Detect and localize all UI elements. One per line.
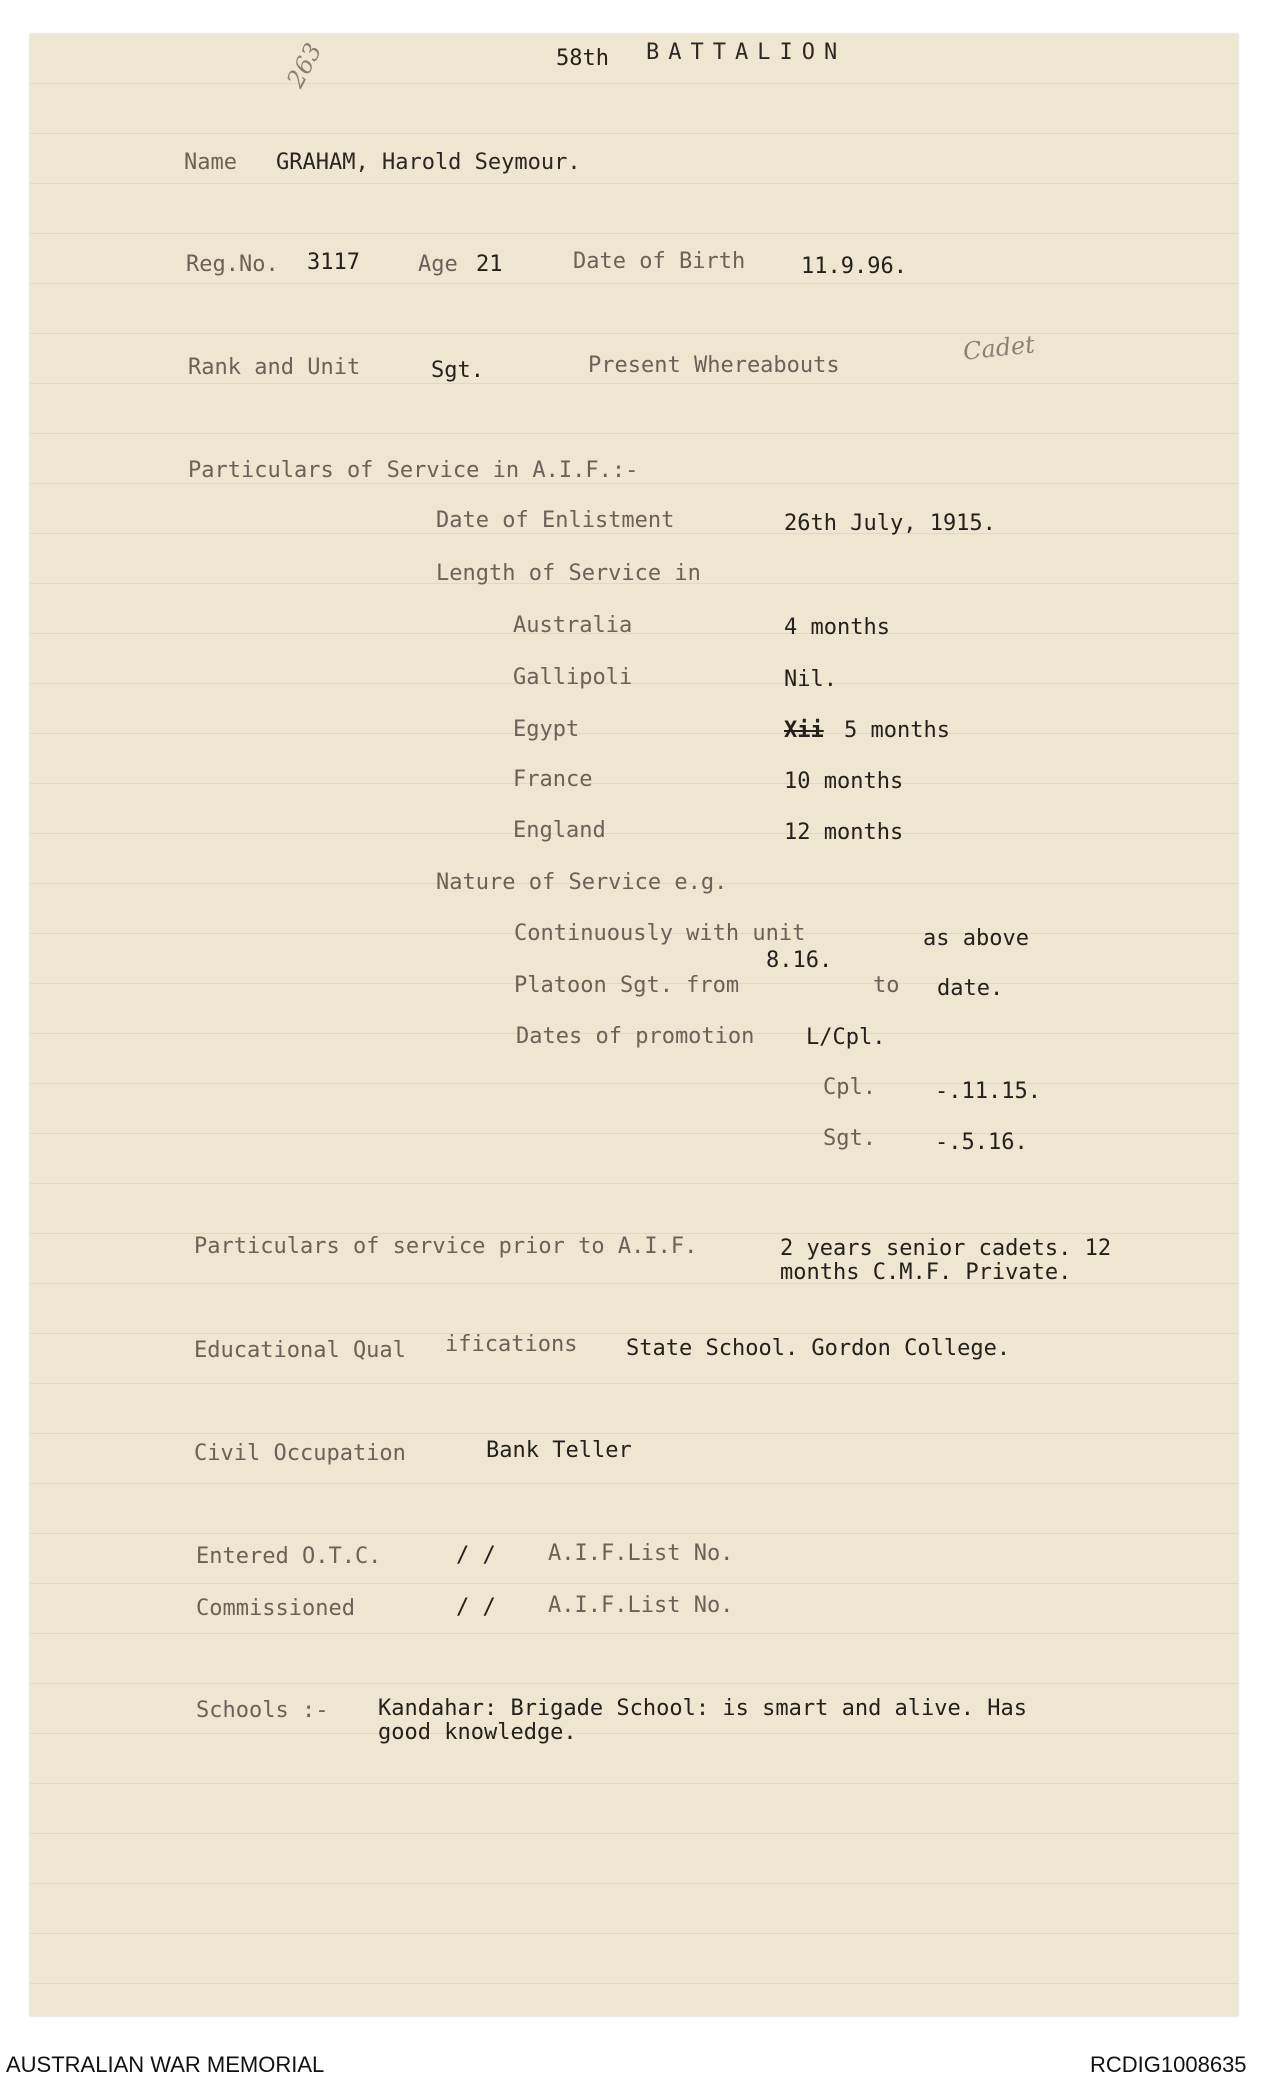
promotion-rank: L/Cpl. — [806, 1025, 886, 1050]
continuously-value: as above — [923, 926, 1029, 951]
reg-label: Reg.No. — [186, 252, 279, 277]
country-label: Gallipoli — [513, 665, 633, 690]
civil-occupation-label: Civil Occupation — [194, 1441, 406, 1466]
country-value: Nil. — [784, 667, 837, 692]
battalion-number: 58th — [556, 46, 609, 71]
platoon-to-date: date. — [937, 976, 1004, 1001]
rank-label: Rank and Unit — [188, 355, 361, 380]
schools-label: Schools :- — [196, 1698, 329, 1723]
platoon-label: Platoon Sgt. from — [514, 973, 740, 998]
civil-occupation-value: Bank Teller — [486, 1438, 632, 1463]
service-heading: Particulars of Service in A.I.F.:- — [188, 458, 639, 483]
promotion-rank: Sgt. — [823, 1126, 876, 1151]
country-value: 5 months — [844, 718, 950, 743]
country-value: 4 months — [784, 615, 890, 640]
battalion-heading: BATTALION — [646, 40, 847, 65]
otc-label: Entered O.T.C. — [196, 1544, 382, 1569]
to-label: to — [873, 973, 900, 998]
education-label: Educational Qual — [194, 1338, 406, 1363]
country-value: 10 months — [784, 769, 904, 794]
commissioned-label: Commissioned — [196, 1596, 355, 1621]
country-value: 12 months — [784, 820, 904, 845]
schools-line-2: good knowledge. — [378, 1720, 577, 1745]
platoon-from-date: 8.16. — [766, 948, 833, 973]
otc-list-label: A.I.F.List No. — [548, 1541, 734, 1566]
schools-line-1: Kandahar: Brigade School: is smart and alive. Has — [378, 1696, 1028, 1721]
reg-value: 3117 — [307, 250, 360, 275]
country-label: Egypt — [513, 717, 580, 742]
struck-text: Xii — [784, 718, 824, 743]
education-value: State School. Gordon College. — [626, 1336, 1011, 1361]
dob-value: 11.9.96. — [801, 254, 907, 279]
country-label: France — [513, 767, 593, 792]
education-label-raised: ifications — [445, 1332, 578, 1357]
dob-label: Date of Birth — [573, 249, 746, 274]
country-label: England — [513, 818, 606, 843]
prior-line-2: months C.M.F. Private. — [780, 1260, 1072, 1285]
prior-line-1: 2 years senior cadets. 12 — [780, 1236, 1112, 1261]
country-label: Australia — [513, 613, 633, 638]
page-mark: 263 — [281, 38, 328, 93]
enlistment-value: 26th July, 1915. — [784, 511, 996, 536]
name-value: GRAHAM, Harold Seymour. — [276, 150, 581, 175]
nature-label: Nature of Service e.g. — [436, 870, 728, 895]
footer-record-id: RCDIG1008635 — [1090, 2052, 1247, 2077]
promotion-rank: Cpl. — [823, 1075, 876, 1100]
commissioned-date-slashes: / / — [456, 1595, 496, 1620]
name-label: Name — [184, 150, 237, 175]
whereabouts-note: Cadet — [961, 330, 1037, 366]
rank-value: Sgt. — [431, 358, 484, 383]
enlistment-label: Date of Enlistment — [436, 508, 675, 533]
promotion-date: -.5.16. — [935, 1130, 1028, 1155]
continuously-label: Continuously with unit — [514, 921, 806, 946]
otc-date-slashes: / / — [456, 1543, 496, 1568]
whereabouts-label: Present Whereabouts — [588, 353, 840, 378]
age-value: 21 — [476, 252, 503, 277]
prior-label: Particulars of service prior to A.I.F. — [194, 1234, 698, 1259]
footer-source: AUSTRALIAN WAR MEMORIAL — [6, 2052, 325, 2077]
commissioned-list-label: A.I.F.List No. — [548, 1593, 734, 1618]
promotion-label: Dates of promotion — [516, 1024, 755, 1049]
promotion-date: -.11.15. — [935, 1079, 1041, 1104]
age-label: Age — [418, 252, 458, 277]
length-label: Length of Service in — [436, 561, 701, 586]
